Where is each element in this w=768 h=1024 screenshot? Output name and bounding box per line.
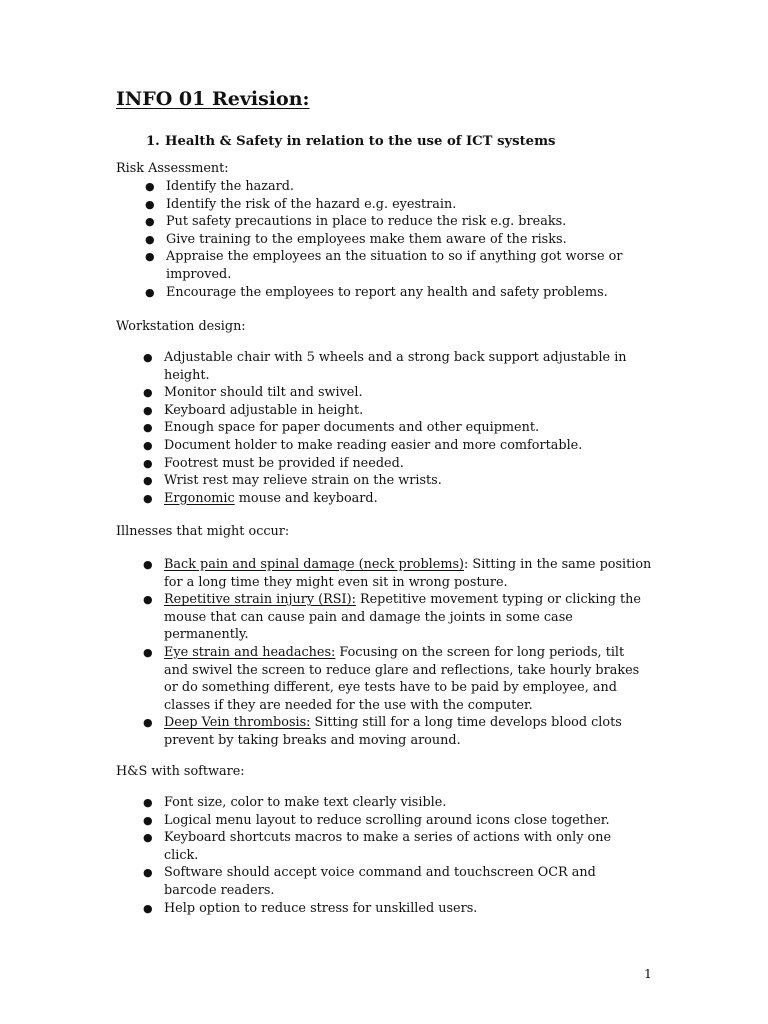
bullet-icon: ●: [143, 796, 153, 809]
list-item: ● Keyboard shortcuts macros to make a series of actions with only one click.: [143, 830, 612, 863]
list-item: ● Font size, color to make text clearly visible.: [143, 795, 447, 810]
bullet-icon: ●: [143, 351, 153, 364]
list-item: ● Adjustable chair with 5 wheels and a strong back support adjustable in height.: [143, 350, 627, 383]
bullet-icon: ●: [145, 285, 155, 299]
bullet-icon: ●: [145, 197, 155, 211]
page-number: 1: [644, 966, 652, 981]
list-item: ● Appraise the employees an the situation to so if anything got worse or improved.: [145, 249, 623, 282]
list-item: ● Identify the risk of the hazard e.g. eyestrain.: [145, 196, 457, 212]
workstation-design-list: [143, 349, 644, 507]
bullet-icon: ●: [143, 866, 153, 880]
illness-term: Back pain and spinal damage (neck problems): [164, 557, 465, 572]
list-item: ● Identify the hazard.: [145, 179, 294, 194]
list-item: ● Ergonomic mouse and keyboard.: [143, 490, 378, 506]
list-item: ● Wrist rest may relieve strain on the wrists.: [143, 473, 442, 489]
list-item: ● Monitor should tilt and swivel.: [143, 385, 363, 401]
bullet-icon: ●: [145, 232, 155, 246]
list-item: ● Enough space for paper documents and other equipment.: [143, 420, 540, 436]
bullet-icon: ●: [143, 386, 153, 400]
section-number: 1.: [146, 134, 160, 149]
illness-term: Eye strain and headaches:: [164, 644, 336, 660]
hs-software-label: H&S with software:: [116, 764, 245, 779]
list-item: ● Keyboard adjustable in height.: [143, 402, 364, 418]
illnesses-label: Illnesses that might occur:: [116, 524, 290, 539]
bullet-icon: ●: [143, 403, 153, 417]
list-item: ● Back pain and spinal damage (neck problems): Sitting in the same position for a long time they might even sit in wrong posture.: [143, 557, 652, 590]
bullet-icon: ●: [143, 438, 153, 452]
ergonomic-term: Ergonomic: [164, 490, 235, 506]
bullet-icon: ●: [143, 491, 153, 505]
section-heading-1: [146, 134, 555, 149]
bullet-icon: ●: [143, 813, 153, 827]
list-item: ● Repetitive strain injury (RSI): Repetitive movement typing or clicking the mouse that can cause pain and damage the joints in some case permanently.: [143, 592, 641, 643]
bullet-icon: ●: [145, 215, 155, 229]
list-item: ● Deep Vein thrombosis: Sitting still for a long time develops blood clots prevent by taking breaks and moving around.: [143, 715, 622, 748]
risk-assessment-label: Risk Assessment:: [116, 161, 229, 176]
list-item: ● Logical menu layout to reduce scrolling around icons close together.: [143, 812, 610, 828]
bullet-icon: ●: [143, 901, 153, 915]
illness-term: Repetitive strain injury (RSI):: [164, 592, 356, 608]
page-title: INFO 01 Revision:: [116, 88, 310, 110]
hs-software-list: [143, 794, 634, 917]
section-heading-text: Health & Safety in relation to the use of ICT systems: [165, 134, 556, 149]
bullet-icon: ●: [143, 645, 153, 659]
bullet-icon: ●: [145, 250, 155, 264]
bullet-icon: ●: [145, 180, 155, 193]
bullet-icon: ●: [143, 421, 153, 435]
list-item: ● Eye strain and headaches: Focusing on the screen for long periods, tilt and swivel the screen to reduce glare and reflections, take hourly brakes or do something different, eye tests have to be paid by employee, and classes if they are needed for the use with the computer.: [143, 644, 640, 713]
illnesses-list: [143, 556, 652, 750]
bullet-icon: ●: [143, 716, 153, 730]
list-item: ● Encourage the employees to report any health and safety problems.: [145, 284, 608, 300]
illness-term: Deep Vein thrombosis:: [164, 715, 311, 731]
workstation-design-label: Workstation design:: [116, 319, 246, 334]
list-item: ● Help option to reduce stress for unskilled users.: [143, 900, 478, 916]
list-item: ● Footrest must be provided if needed.: [143, 455, 404, 471]
risk-assessment-list: [145, 178, 646, 301]
bullet-icon: ●: [143, 456, 153, 470]
list-item: ● Document holder to make reading easier and more comfortable.: [143, 437, 583, 453]
list-item: ● Software should accept voice command and touchscreen OCR and barcode readers.: [143, 865, 596, 898]
bullet-icon: ●: [143, 558, 153, 571]
bullet-icon: ●: [143, 593, 153, 607]
bullet-icon: ●: [143, 831, 153, 845]
list-item: ● Put safety precautions in place to reduce the risk e.g. breaks.: [145, 214, 567, 230]
list-item: ● Give training to the employees make them aware of the risks.: [145, 231, 567, 247]
bullet-icon: ●: [143, 474, 153, 488]
